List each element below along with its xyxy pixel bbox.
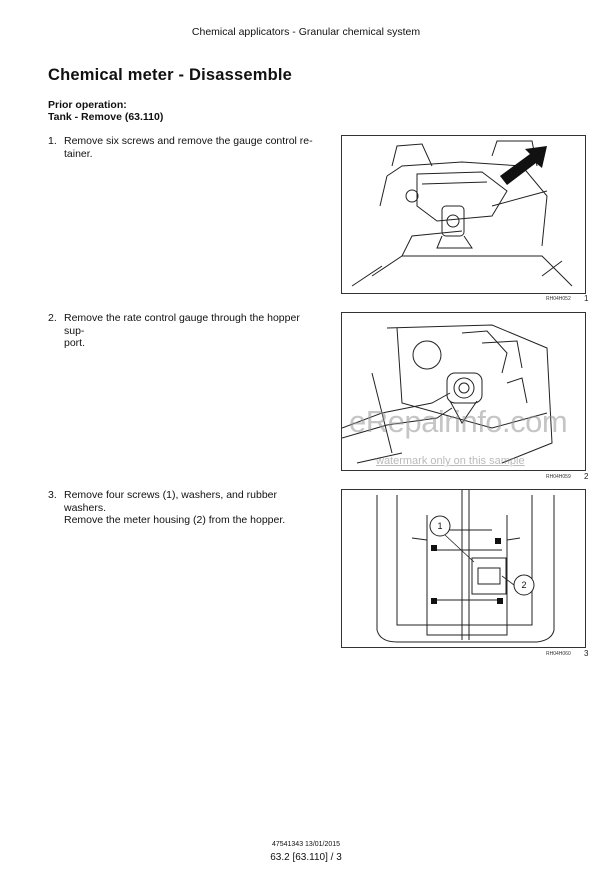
figure-1-number: 1 [584, 294, 589, 303]
callout-1-label: 1 [437, 521, 443, 531]
running-header: Chemical applicators - Granular chemical system [191, 26, 421, 38]
step-number: 1. [48, 135, 57, 147]
step-text: Remove four screws (1), washers, and rubber washers. Remove the meter housing (2) from the hopper. [64, 489, 286, 526]
step-3 [48, 489, 320, 527]
figure-2-code: RH04H059 [546, 474, 571, 480]
step-1 [48, 135, 320, 160]
footer-page-number: 63.2 [63.110] / 3 [270, 852, 342, 863]
prior-operation [48, 99, 163, 123]
step-2 [48, 312, 320, 350]
figure-1-code: RH04H052 [546, 296, 571, 302]
figure-1 [341, 135, 586, 294]
figure-3-number: 3 [584, 649, 589, 658]
figure-2 [341, 312, 586, 471]
prior-operation-label: Prior operation: [48, 99, 127, 111]
step-text: Remove six screws and remove the gauge control re- tainer. [64, 135, 313, 160]
watermark-main: eRepairinfo.com [349, 404, 568, 439]
prior-operation-link[interactable]: Tank - Remove (63.110) [48, 111, 164, 123]
figure-1-illustration [342, 136, 585, 293]
figure-2-illustration [342, 313, 585, 470]
step-number: 2. [48, 312, 57, 324]
figure-3 [341, 489, 586, 648]
callout-2-label: 2 [521, 580, 527, 590]
page-title: Chemical meter - Disassemble [48, 66, 293, 84]
figure-3-illustration [342, 490, 585, 647]
footer-doc-id: 47541343 13/01/2015 [271, 841, 341, 848]
figure-2-number: 2 [584, 472, 589, 481]
watermark-sub: watermark only on this sample [376, 455, 525, 467]
figure-3-code: RH04H060 [546, 651, 571, 657]
step-number: 3. [48, 489, 57, 501]
step-text: Remove the rate control gauge through the hopper sup- port. [64, 312, 300, 349]
